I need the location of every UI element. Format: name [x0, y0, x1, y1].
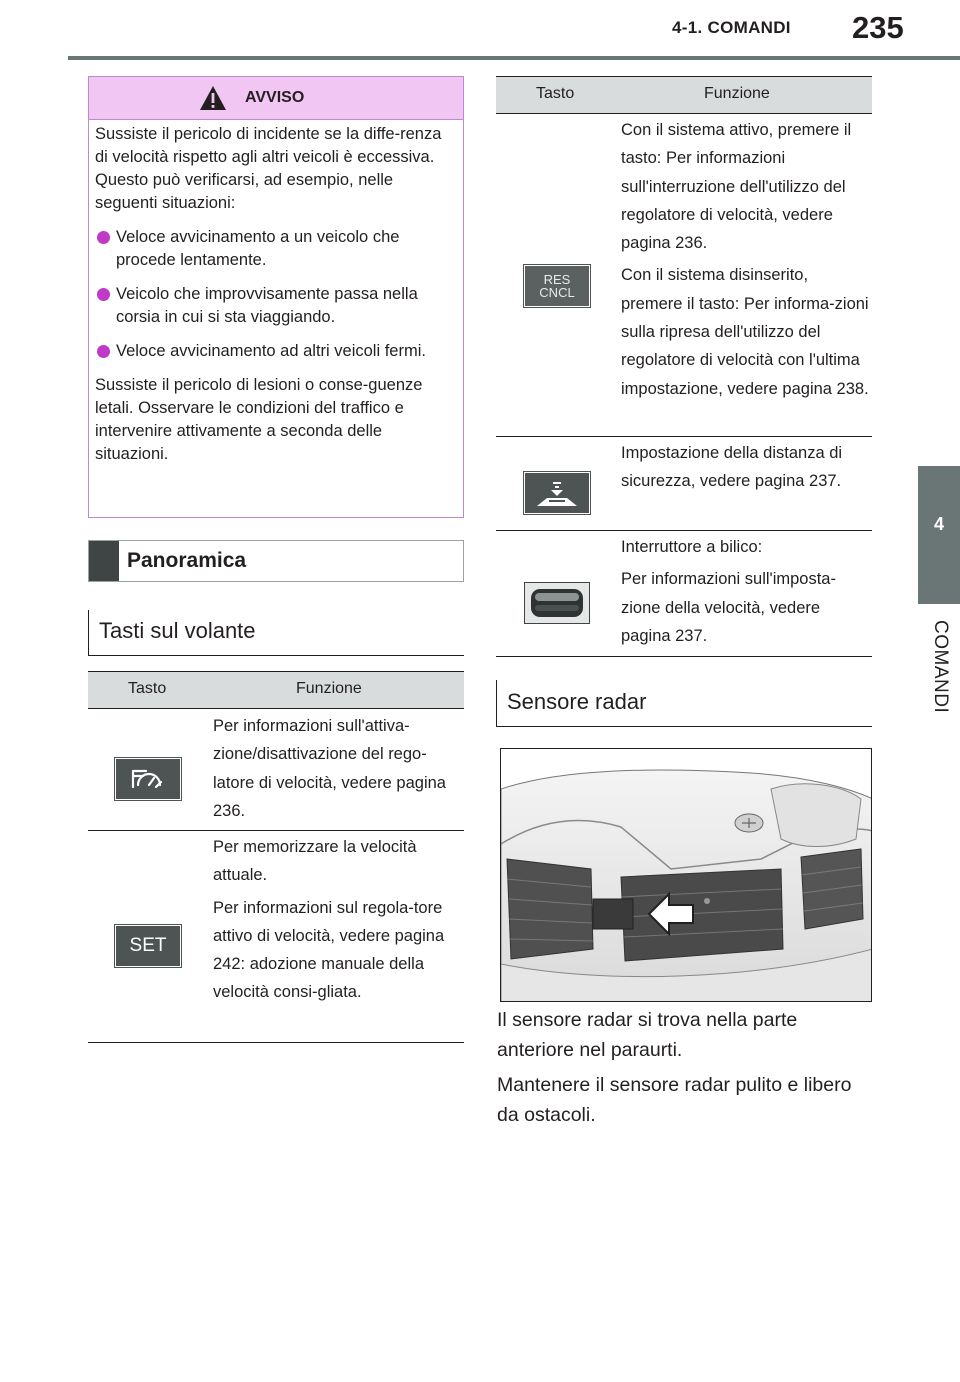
section-heading-title: Panoramica: [127, 549, 247, 572]
chapter-label: COMANDI: [930, 620, 951, 714]
subheading-tasti: [88, 610, 464, 656]
cruise-control-icon: [116, 759, 180, 799]
subheading-title: Sensore radar: [507, 689, 647, 714]
table-header: [88, 671, 464, 709]
column-header: Tasto: [536, 85, 575, 102]
table-row-divider: [496, 530, 872, 531]
radar-sensor-illustration: [500, 748, 872, 1002]
subheading-radar: [496, 680, 872, 727]
warning-title: AVVISO: [245, 89, 305, 106]
table-cell-function: Interruttore a bilico: Per informazioni sull'imposta-zione della velocità, vedere pagina 237.: [621, 538, 836, 645]
warning-bullet: Veloce avvicinamento a un veicolo che procede lentamente.: [95, 226, 455, 272]
warning-outro: Sussiste il pericolo di lesioni o conse-guenze letali. Osservare le condizioni del traffico e intervenire attivamente a seconda delle situazioni.: [95, 376, 423, 463]
set-key: [115, 925, 181, 967]
rocker-switch-icon: [525, 583, 589, 623]
column-header: Funzione: [704, 85, 770, 102]
section-heading-panoramica: [88, 540, 464, 582]
section-title: 4-1. COMANDI: [672, 18, 791, 37]
distance-key: [524, 472, 590, 514]
warning-triangle-icon: [199, 85, 227, 111]
bullet-dot-icon: [97, 288, 110, 301]
warning-header: [89, 77, 463, 120]
heading-bar: [89, 541, 119, 581]
rocker-switch-key: [524, 582, 590, 624]
subheading-title: Tasti sul volante: [99, 618, 256, 643]
warning-bullet: Veloce avvicinamento ad altri veicoli fermi.: [95, 340, 455, 363]
table-cell-function: Per informazioni sull'attiva-zione/disattivazione del rego-latore di velocità, vedere pagina 236.: [213, 717, 446, 820]
header-rule: [68, 56, 960, 60]
res-cncl-key: [524, 265, 590, 307]
radar-description: Il sensore radar si trova nella parte anteriore nel paraurti. Mantenere il sensore radar pulito e libero da ostacoli.: [497, 1009, 852, 1126]
warning-bullet: Veicolo che improvvisamente passa nella corsia in cui si sta viaggiando.: [95, 283, 455, 329]
warning-body: [95, 123, 455, 477]
bullet-dot-icon: [97, 231, 110, 244]
set-key-label: SET: [129, 935, 167, 956]
page-number: 235: [852, 10, 904, 45]
table-header: [496, 76, 872, 114]
table-row-divider: [88, 1042, 464, 1043]
table-row-divider: [88, 830, 464, 831]
res-cncl-key-label: RES CNCL: [539, 272, 575, 300]
cruise-control-key: [115, 758, 181, 800]
bullet-dot-icon: [97, 345, 110, 358]
table-cell-function: Impostazione della distanza di sicurezza, vedere pagina 237.: [621, 444, 843, 491]
chapter-number: 4: [933, 514, 944, 534]
table-row-divider: [496, 436, 872, 437]
table-cell-function: Con il sistema attivo, premere il tasto: Per informazioni sull'interruzione dell'utilizzo del regolatore di velocità, vedere pagina 236. Con il sistema disinserito, premere il tasto: Per informa-zioni sulla ripresa dell'utilizzo del regolatore di velocità con l'ultima impostazione, vedere pagina 238.: [621, 121, 869, 398]
table-cell-function: Per memorizzare la velocità attuale. Per informazioni sul regola-tore attivo di velocità, vedere pagina 242: adozione manuale della velocità consi-gliata.: [213, 838, 445, 1002]
chapter-tab[interactable]: [918, 466, 960, 604]
table-row-divider: [496, 656, 872, 657]
column-header: Tasto: [128, 680, 167, 697]
warning-box: [88, 76, 464, 518]
column-header: Funzione: [296, 680, 362, 697]
warning-intro: Sussiste il pericolo di incidente se la diffe-renza di velocità rispetto agli altri veicoli è eccessiva. Questo può verificarsi, ad esempio, nelle seguenti situazioni:: [95, 125, 442, 212]
car-front-image: [501, 749, 872, 1002]
distance-icon: [525, 473, 589, 513]
